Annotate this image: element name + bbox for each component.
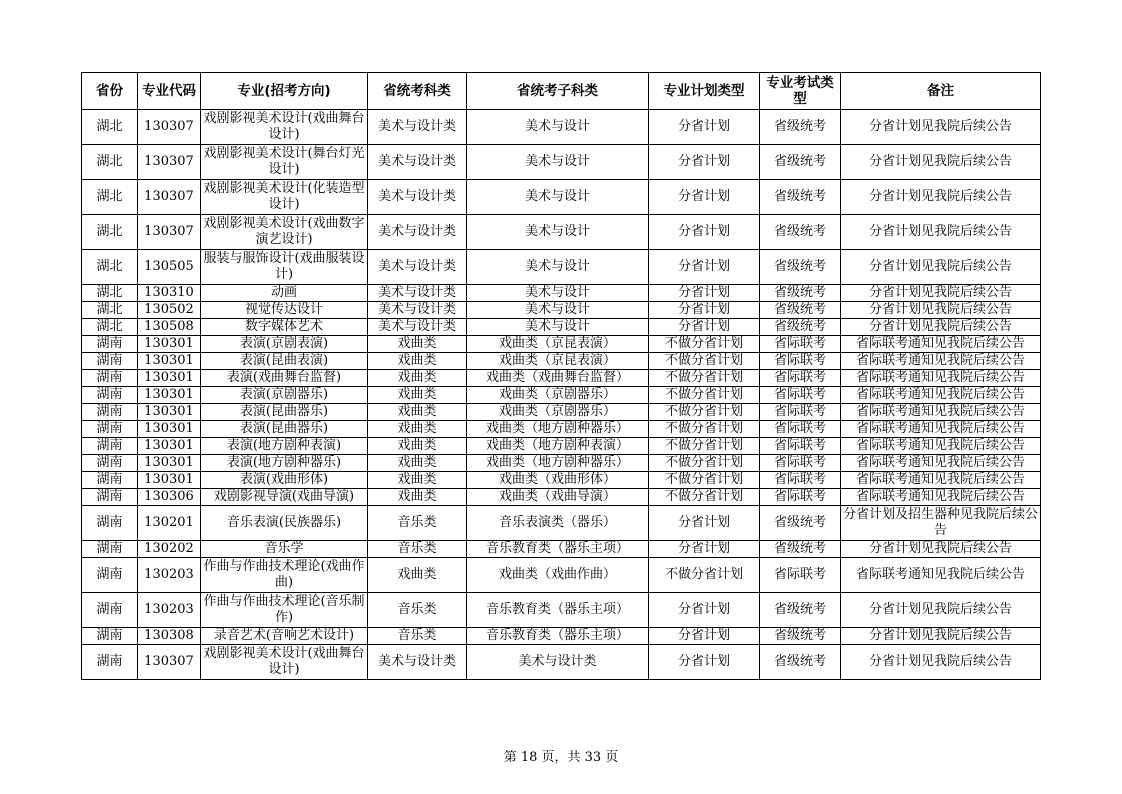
table-row <box>82 145 1041 180</box>
table-row <box>82 472 1041 489</box>
major-cell: 戏剧影视美术设计(戏曲舞台设计) <box>201 110 368 145</box>
major-code-cell: 130306 <box>138 489 201 506</box>
exam-subcategory-cell: 美术与设计 <box>467 250 649 285</box>
exam-subcategory-cell: 戏曲类（京剧器乐） <box>467 387 649 404</box>
exam-category-cell: 美术与设计类 <box>368 180 467 215</box>
province-cell: 湖南 <box>82 558 138 593</box>
plan-type-cell: 不做分省计划 <box>649 336 760 353</box>
header-province: 省份 <box>82 73 138 110</box>
exam-type-cell: 省际联考 <box>760 455 841 472</box>
exam-category-cell: 戏曲类 <box>368 353 467 370</box>
table-row <box>82 558 1041 593</box>
remarks-cell: 省际联考通知见我院后续公告 <box>841 387 1041 404</box>
province-cell: 湖南 <box>82 353 138 370</box>
major-cell: 表演(京剧表演) <box>201 336 368 353</box>
header-exam-subcategory: 省统考子科类 <box>467 73 649 110</box>
province-cell: 湖南 <box>82 421 138 438</box>
plan-type-cell: 不做分省计划 <box>649 404 760 421</box>
exam-category-cell: 音乐类 <box>368 593 467 628</box>
exam-subcategory-cell: 音乐教育类（器乐主项） <box>467 593 649 628</box>
major-cell: 作曲与作曲技术理论(戏曲作曲) <box>201 558 368 593</box>
plan-type-cell: 不做分省计划 <box>649 455 760 472</box>
remarks-cell: 省际联考通知见我院后续公告 <box>841 336 1041 353</box>
exam-category-cell: 戏曲类 <box>368 387 467 404</box>
remarks-cell: 省际联考通知见我院后续公告 <box>841 404 1041 421</box>
province-cell: 湖北 <box>82 285 138 302</box>
plan-type-cell: 分省计划 <box>649 302 760 319</box>
exam-type-cell: 省级统考 <box>760 645 841 680</box>
major-code-cell: 130301 <box>138 455 201 472</box>
exam-subcategory-cell: 音乐表演类（器乐） <box>467 506 649 541</box>
exam-subcategory-cell: 戏曲类（地方剧种器乐） <box>467 421 649 438</box>
exam-category-cell: 戏曲类 <box>368 438 467 455</box>
exam-category-cell: 音乐类 <box>368 628 467 645</box>
exam-type-cell: 省级统考 <box>760 250 841 285</box>
province-cell: 湖南 <box>82 593 138 628</box>
table-row <box>82 285 1041 302</box>
plan-type-cell: 不做分省计划 <box>649 387 760 404</box>
major-cell: 动画 <box>201 285 368 302</box>
plan-type-cell: 不做分省计划 <box>649 472 760 489</box>
table-row <box>82 404 1041 421</box>
table-row <box>82 387 1041 404</box>
table-row <box>82 319 1041 336</box>
exam-category-cell: 美术与设计类 <box>368 302 467 319</box>
table-row <box>82 541 1041 558</box>
province-cell: 湖南 <box>82 438 138 455</box>
exam-subcategory-cell: 美术与设计 <box>467 215 649 250</box>
header-exam-category: 省统考科类 <box>368 73 467 110</box>
plan-type-cell: 分省计划 <box>649 506 760 541</box>
major-cell: 表演(戏曲形体) <box>201 472 368 489</box>
header-remarks: 备注 <box>841 73 1041 110</box>
remarks-cell: 分省计划见我院后续公告 <box>841 285 1041 302</box>
table-header-row <box>82 73 1041 110</box>
exam-type-cell: 省级统考 <box>760 541 841 558</box>
table-row <box>82 593 1041 628</box>
major-code-cell: 130307 <box>138 145 201 180</box>
table-row <box>82 455 1041 472</box>
major-code-cell: 130301 <box>138 438 201 455</box>
table-row <box>82 250 1041 285</box>
major-cell: 作曲与作曲技术理论(音乐制作) <box>201 593 368 628</box>
remarks-cell: 省际联考通知见我院后续公告 <box>841 455 1041 472</box>
table-row <box>82 215 1041 250</box>
major-code-cell: 130202 <box>138 541 201 558</box>
exam-category-cell: 美术与设计类 <box>368 285 467 302</box>
exam-type-cell: 省级统考 <box>760 285 841 302</box>
plan-type-cell: 分省计划 <box>649 215 760 250</box>
exam-category-cell: 戏曲类 <box>368 472 467 489</box>
remarks-cell: 分省计划见我院后续公告 <box>841 250 1041 285</box>
remarks-cell: 省际联考通知见我院后续公告 <box>841 353 1041 370</box>
table-row <box>82 628 1041 645</box>
remarks-cell: 分省计划见我院后续公告 <box>841 110 1041 145</box>
remarks-cell: 分省计划见我院后续公告 <box>841 180 1041 215</box>
major-code-cell: 130307 <box>138 110 201 145</box>
header-exam-type: 专业考试类型 <box>760 73 841 110</box>
plan-type-cell: 不做分省计划 <box>649 421 760 438</box>
admission-plan-table <box>81 72 1041 680</box>
table-row <box>82 489 1041 506</box>
major-code-cell: 130307 <box>138 645 201 680</box>
exam-type-cell: 省级统考 <box>760 593 841 628</box>
exam-subcategory-cell: 戏曲类（戏曲舞台监督） <box>467 370 649 387</box>
province-cell: 湖北 <box>82 302 138 319</box>
remarks-cell: 分省计划及招生器种见我院后续公告 <box>841 506 1041 541</box>
province-cell: 湖北 <box>82 110 138 145</box>
exam-type-cell: 省际联考 <box>760 336 841 353</box>
major-cell: 表演(昆曲器乐) <box>201 421 368 438</box>
exam-category-cell: 音乐类 <box>368 506 467 541</box>
table-body <box>82 110 1041 680</box>
major-code-cell: 130505 <box>138 250 201 285</box>
header-major-code: 专业代码 <box>138 73 201 110</box>
table-row <box>82 506 1041 541</box>
province-cell: 湖南 <box>82 404 138 421</box>
exam-type-cell: 省际联考 <box>760 489 841 506</box>
exam-category-cell: 戏曲类 <box>368 489 467 506</box>
major-cell: 视觉传达设计 <box>201 302 368 319</box>
table-row <box>82 302 1041 319</box>
exam-subcategory-cell: 戏曲类（地方剧种器乐） <box>467 455 649 472</box>
province-cell: 湖南 <box>82 387 138 404</box>
major-cell: 戏剧影视美术设计(化装造型设计) <box>201 180 368 215</box>
exam-subcategory-cell: 戏曲类（戏曲形体） <box>467 472 649 489</box>
table-row <box>82 421 1041 438</box>
exam-category-cell: 戏曲类 <box>368 455 467 472</box>
major-cell: 表演(地方剧种表演) <box>201 438 368 455</box>
major-cell: 戏剧影视美术设计(舞台灯光设计) <box>201 145 368 180</box>
remarks-cell: 分省计划见我院后续公告 <box>841 302 1041 319</box>
exam-subcategory-cell: 音乐教育类（器乐主项） <box>467 628 649 645</box>
exam-type-cell: 省级统考 <box>760 319 841 336</box>
exam-type-cell: 省级统考 <box>760 628 841 645</box>
table-row <box>82 353 1041 370</box>
major-code-cell: 130301 <box>138 387 201 404</box>
province-cell: 湖南 <box>82 336 138 353</box>
exam-type-cell: 省际联考 <box>760 370 841 387</box>
remarks-cell: 分省计划见我院后续公告 <box>841 145 1041 180</box>
province-cell: 湖南 <box>82 472 138 489</box>
province-cell: 湖北 <box>82 250 138 285</box>
plan-type-cell: 分省计划 <box>649 250 760 285</box>
plan-type-cell: 分省计划 <box>649 145 760 180</box>
exam-type-cell: 省际联考 <box>760 353 841 370</box>
major-cell: 音乐表演(民族器乐) <box>201 506 368 541</box>
province-cell: 湖北 <box>82 319 138 336</box>
exam-type-cell: 省级统考 <box>760 506 841 541</box>
plan-type-cell: 分省计划 <box>649 319 760 336</box>
major-code-cell: 130203 <box>138 558 201 593</box>
exam-subcategory-cell: 美术与设计 <box>467 302 649 319</box>
exam-subcategory-cell: 戏曲类（戏曲作曲） <box>467 558 649 593</box>
major-cell: 表演(京剧器乐) <box>201 387 368 404</box>
major-cell: 音乐学 <box>201 541 368 558</box>
major-cell: 戏剧影视美术设计(戏曲数字演艺设计) <box>201 215 368 250</box>
plan-type-cell: 分省计划 <box>649 645 760 680</box>
major-cell: 表演(昆曲器乐) <box>201 404 368 421</box>
remarks-cell: 分省计划见我院后续公告 <box>841 628 1041 645</box>
exam-category-cell: 音乐类 <box>368 541 467 558</box>
province-cell: 湖南 <box>82 455 138 472</box>
plan-type-cell: 分省计划 <box>649 541 760 558</box>
exam-type-cell: 省级统考 <box>760 215 841 250</box>
province-cell: 湖南 <box>82 506 138 541</box>
exam-category-cell: 美术与设计类 <box>368 110 467 145</box>
major-code-cell: 130301 <box>138 472 201 489</box>
remarks-cell: 分省计划见我院后续公告 <box>841 645 1041 680</box>
exam-subcategory-cell: 美术与设计 <box>467 180 649 215</box>
remarks-cell: 省际联考通知见我院后续公告 <box>841 558 1041 593</box>
major-cell: 表演(昆曲表演) <box>201 353 368 370</box>
exam-subcategory-cell: 戏曲类（京昆表演） <box>467 353 649 370</box>
major-cell: 数字媒体艺术 <box>201 319 368 336</box>
major-code-cell: 130301 <box>138 353 201 370</box>
table-row <box>82 645 1041 680</box>
exam-type-cell: 省级统考 <box>760 145 841 180</box>
remarks-cell: 省际联考通知见我院后续公告 <box>841 489 1041 506</box>
exam-category-cell: 美术与设计类 <box>368 645 467 680</box>
major-code-cell: 130310 <box>138 285 201 302</box>
exam-category-cell: 戏曲类 <box>368 558 467 593</box>
header-plan-type: 专业计划类型 <box>649 73 760 110</box>
exam-category-cell: 戏曲类 <box>368 336 467 353</box>
remarks-cell: 分省计划见我院后续公告 <box>841 593 1041 628</box>
exam-subcategory-cell: 戏曲类（戏曲导演） <box>467 489 649 506</box>
exam-subcategory-cell: 戏曲类（京剧器乐） <box>467 404 649 421</box>
province-cell: 湖北 <box>82 145 138 180</box>
major-cell: 服装与服饰设计(戏曲服装设计) <box>201 250 368 285</box>
exam-type-cell: 省际联考 <box>760 421 841 438</box>
province-cell: 湖北 <box>82 215 138 250</box>
exam-category-cell: 戏曲类 <box>368 404 467 421</box>
exam-category-cell: 美术与设计类 <box>368 215 467 250</box>
major-code-cell: 130201 <box>138 506 201 541</box>
table-row <box>82 336 1041 353</box>
major-cell: 戏剧影视导演(戏曲导演) <box>201 489 368 506</box>
remarks-cell: 省际联考通知见我院后续公告 <box>841 370 1041 387</box>
province-cell: 湖南 <box>82 541 138 558</box>
exam-type-cell: 省级统考 <box>760 302 841 319</box>
province-cell: 湖南 <box>82 628 138 645</box>
major-code-cell: 130301 <box>138 370 201 387</box>
province-cell: 湖北 <box>82 180 138 215</box>
exam-subcategory-cell: 音乐教育类（器乐主项） <box>467 541 649 558</box>
exam-category-cell: 戏曲类 <box>368 421 467 438</box>
province-cell: 湖南 <box>82 645 138 680</box>
plan-type-cell: 不做分省计划 <box>649 558 760 593</box>
exam-category-cell: 美术与设计类 <box>368 250 467 285</box>
table-row <box>82 438 1041 455</box>
major-code-cell: 130301 <box>138 336 201 353</box>
exam-subcategory-cell: 美术与设计 <box>467 145 649 180</box>
plan-type-cell: 不做分省计划 <box>649 489 760 506</box>
page-footer: 第 18 页，共 33 页 <box>503 750 619 765</box>
major-code-cell: 130502 <box>138 302 201 319</box>
remarks-cell: 分省计划见我院后续公告 <box>841 215 1041 250</box>
exam-subcategory-cell: 美术与设计 <box>467 319 649 336</box>
major-code-cell: 130307 <box>138 215 201 250</box>
major-code-cell: 130508 <box>138 319 201 336</box>
exam-subcategory-cell: 戏曲类（京昆表演） <box>467 336 649 353</box>
exam-type-cell: 省级统考 <box>760 180 841 215</box>
remarks-cell: 分省计划见我院后续公告 <box>841 319 1041 336</box>
major-cell: 录音艺术(音响艺术设计) <box>201 628 368 645</box>
remarks-cell: 省际联考通知见我院后续公告 <box>841 438 1041 455</box>
plan-type-cell: 不做分省计划 <box>649 438 760 455</box>
exam-subcategory-cell: 戏曲类（地方剧种表演） <box>467 438 649 455</box>
plan-type-cell: 分省计划 <box>649 593 760 628</box>
plan-type-cell: 分省计划 <box>649 628 760 645</box>
exam-subcategory-cell: 美术与设计 <box>467 110 649 145</box>
exam-category-cell: 美术与设计类 <box>368 319 467 336</box>
province-cell: 湖南 <box>82 370 138 387</box>
table-row <box>82 180 1041 215</box>
exam-type-cell: 省际联考 <box>760 438 841 455</box>
exam-category-cell: 戏曲类 <box>368 370 467 387</box>
remarks-cell: 省际联考通知见我院后续公告 <box>841 472 1041 489</box>
table-row <box>82 110 1041 145</box>
plan-type-cell: 分省计划 <box>649 180 760 215</box>
remarks-cell: 分省计划见我院后续公告 <box>841 541 1041 558</box>
major-code-cell: 130301 <box>138 421 201 438</box>
major-cell: 戏剧影视美术设计(戏曲舞台设计) <box>201 645 368 680</box>
plan-type-cell: 分省计划 <box>649 110 760 145</box>
exam-category-cell: 美术与设计类 <box>368 145 467 180</box>
major-code-cell: 130301 <box>138 404 201 421</box>
exam-type-cell: 省际联考 <box>760 387 841 404</box>
major-cell: 表演(地方剧种器乐) <box>201 455 368 472</box>
major-code-cell: 130307 <box>138 180 201 215</box>
exam-type-cell: 省际联考 <box>760 558 841 593</box>
plan-type-cell: 分省计划 <box>649 285 760 302</box>
plan-type-cell: 不做分省计划 <box>649 353 760 370</box>
table-row <box>82 370 1041 387</box>
major-cell: 表演(戏曲舞台监督) <box>201 370 368 387</box>
major-code-cell: 130203 <box>138 593 201 628</box>
exam-subcategory-cell: 美术与设计类 <box>467 645 649 680</box>
plan-type-cell: 不做分省计划 <box>649 370 760 387</box>
major-code-cell: 130308 <box>138 628 201 645</box>
exam-type-cell: 省级统考 <box>760 110 841 145</box>
exam-type-cell: 省际联考 <box>760 404 841 421</box>
province-cell: 湖南 <box>82 489 138 506</box>
header-major: 专业(招考方向) <box>201 73 368 110</box>
remarks-cell: 省际联考通知见我院后续公告 <box>841 421 1041 438</box>
exam-subcategory-cell: 美术与设计 <box>467 285 649 302</box>
exam-type-cell: 省际联考 <box>760 472 841 489</box>
